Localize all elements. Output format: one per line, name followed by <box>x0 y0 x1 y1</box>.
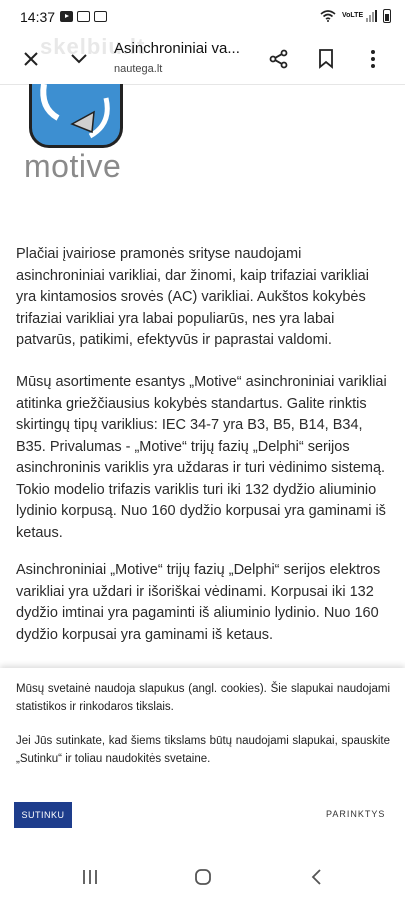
article-paragraph-2: Mūsų asortimente esantys „Motive“ asinchroniniai varikliai atitinka griežčiausius kokybės standartus. Galite rinktis skirtingų tipų variklius: IEC 34-7 yra B3, B5, B14, B34, B35. Privalumas - „Motive“ trijų fazių „Delphi“ serijos asinchroninis variklis yra uždaras ir turi vėdinimo sistemą. Tokio modelio trifazis variklis turi iki 132 dydžio aliuminio lydinio korpusą. Nuo 160 dydžio korpusai yra gaminami iš ketaus. <box>16 374 387 541</box>
notification-icons <box>60 11 107 22</box>
signal-icon <box>366 10 377 22</box>
logo-wordmark: motive <box>24 148 122 184</box>
recents-button[interactable] <box>70 864 110 890</box>
minimize-tab-button[interactable] <box>62 42 96 76</box>
article-paragraph-3: Asinchroniniai „Motive“ trijų fazių „Delphi“ serijos elektros varikliai yra uždari ir išoriškai vėdinami. Korpusai iki 132 dydžio imtinai yra pagaminti iš aliuminio lydinio. Nuo 160 dydžio korpusai yra gaminami iš ketaus. <box>16 562 381 643</box>
cookie-consent-panel <box>0 668 405 852</box>
watermark-text: skelbiu.lt <box>40 34 146 59</box>
wifi-icon <box>320 10 336 22</box>
status-bar <box>0 0 405 34</box>
system-navigation-bar <box>0 852 405 900</box>
bookmark-button[interactable] <box>309 42 343 76</box>
cookie-consent-text: Jei Jūs sutinkate, kad šiems tikslams būtų naudojami slapukai, spauskite „Sutinku“ ir toliau naudokitės svetaine. <box>16 735 390 765</box>
share-icon <box>269 49 289 69</box>
more-vert-icon <box>370 49 376 69</box>
checkbox-icon <box>94 11 107 22</box>
more-options-button[interactable] <box>356 42 390 76</box>
home-button[interactable] <box>183 864 223 890</box>
accept-cookies-button[interactable]: SUTINKU <box>14 802 72 828</box>
close-button[interactable] <box>14 42 48 76</box>
recents-icon <box>81 869 99 885</box>
gallery-icon <box>77 11 90 22</box>
bookmark-icon <box>318 49 334 69</box>
cookie-settings-button[interactable]: PARINKTYS <box>326 809 386 819</box>
close-icon <box>23 51 39 67</box>
status-time: 14:37 <box>20 9 56 25</box>
browser-toolbar <box>0 34 405 85</box>
page-url: nautega.lt <box>114 63 163 75</box>
share-button[interactable] <box>262 42 296 76</box>
home-icon <box>194 868 212 886</box>
chevron-down-icon <box>70 53 88 65</box>
rotation-arrows-icon <box>32 84 120 144</box>
article-paragraph-1: Plačiai įvairiose pramonės srityse naudojami asinchroniniai varikliai, dar žinomi, kaip trifaziai varikliai yra kintamosios srovės (AC) varikliai. Aukštos kokybės trifaziai varikliai yra labai populiarūs, nes yra labai patvarūs, patikimi, efektyvūs ir paprastai valdomi. <box>16 246 369 348</box>
cookie-notice-text: Mūsų svetainė naudoja slapukus (angl. cookies). Šie slapukai naudojami statistikos ir rinkodaros tikslais. <box>16 683 390 713</box>
network-type-label: VoLTE <box>342 12 364 19</box>
youtube-icon <box>60 11 73 22</box>
motive-logo <box>24 84 134 184</box>
back-button[interactable] <box>296 864 336 890</box>
page-title: Asinchroniniai va... <box>114 40 240 57</box>
logo-graphic <box>29 84 123 148</box>
system-icons <box>320 9 391 23</box>
battery-icon <box>383 9 391 23</box>
back-chevron-icon <box>310 868 322 886</box>
